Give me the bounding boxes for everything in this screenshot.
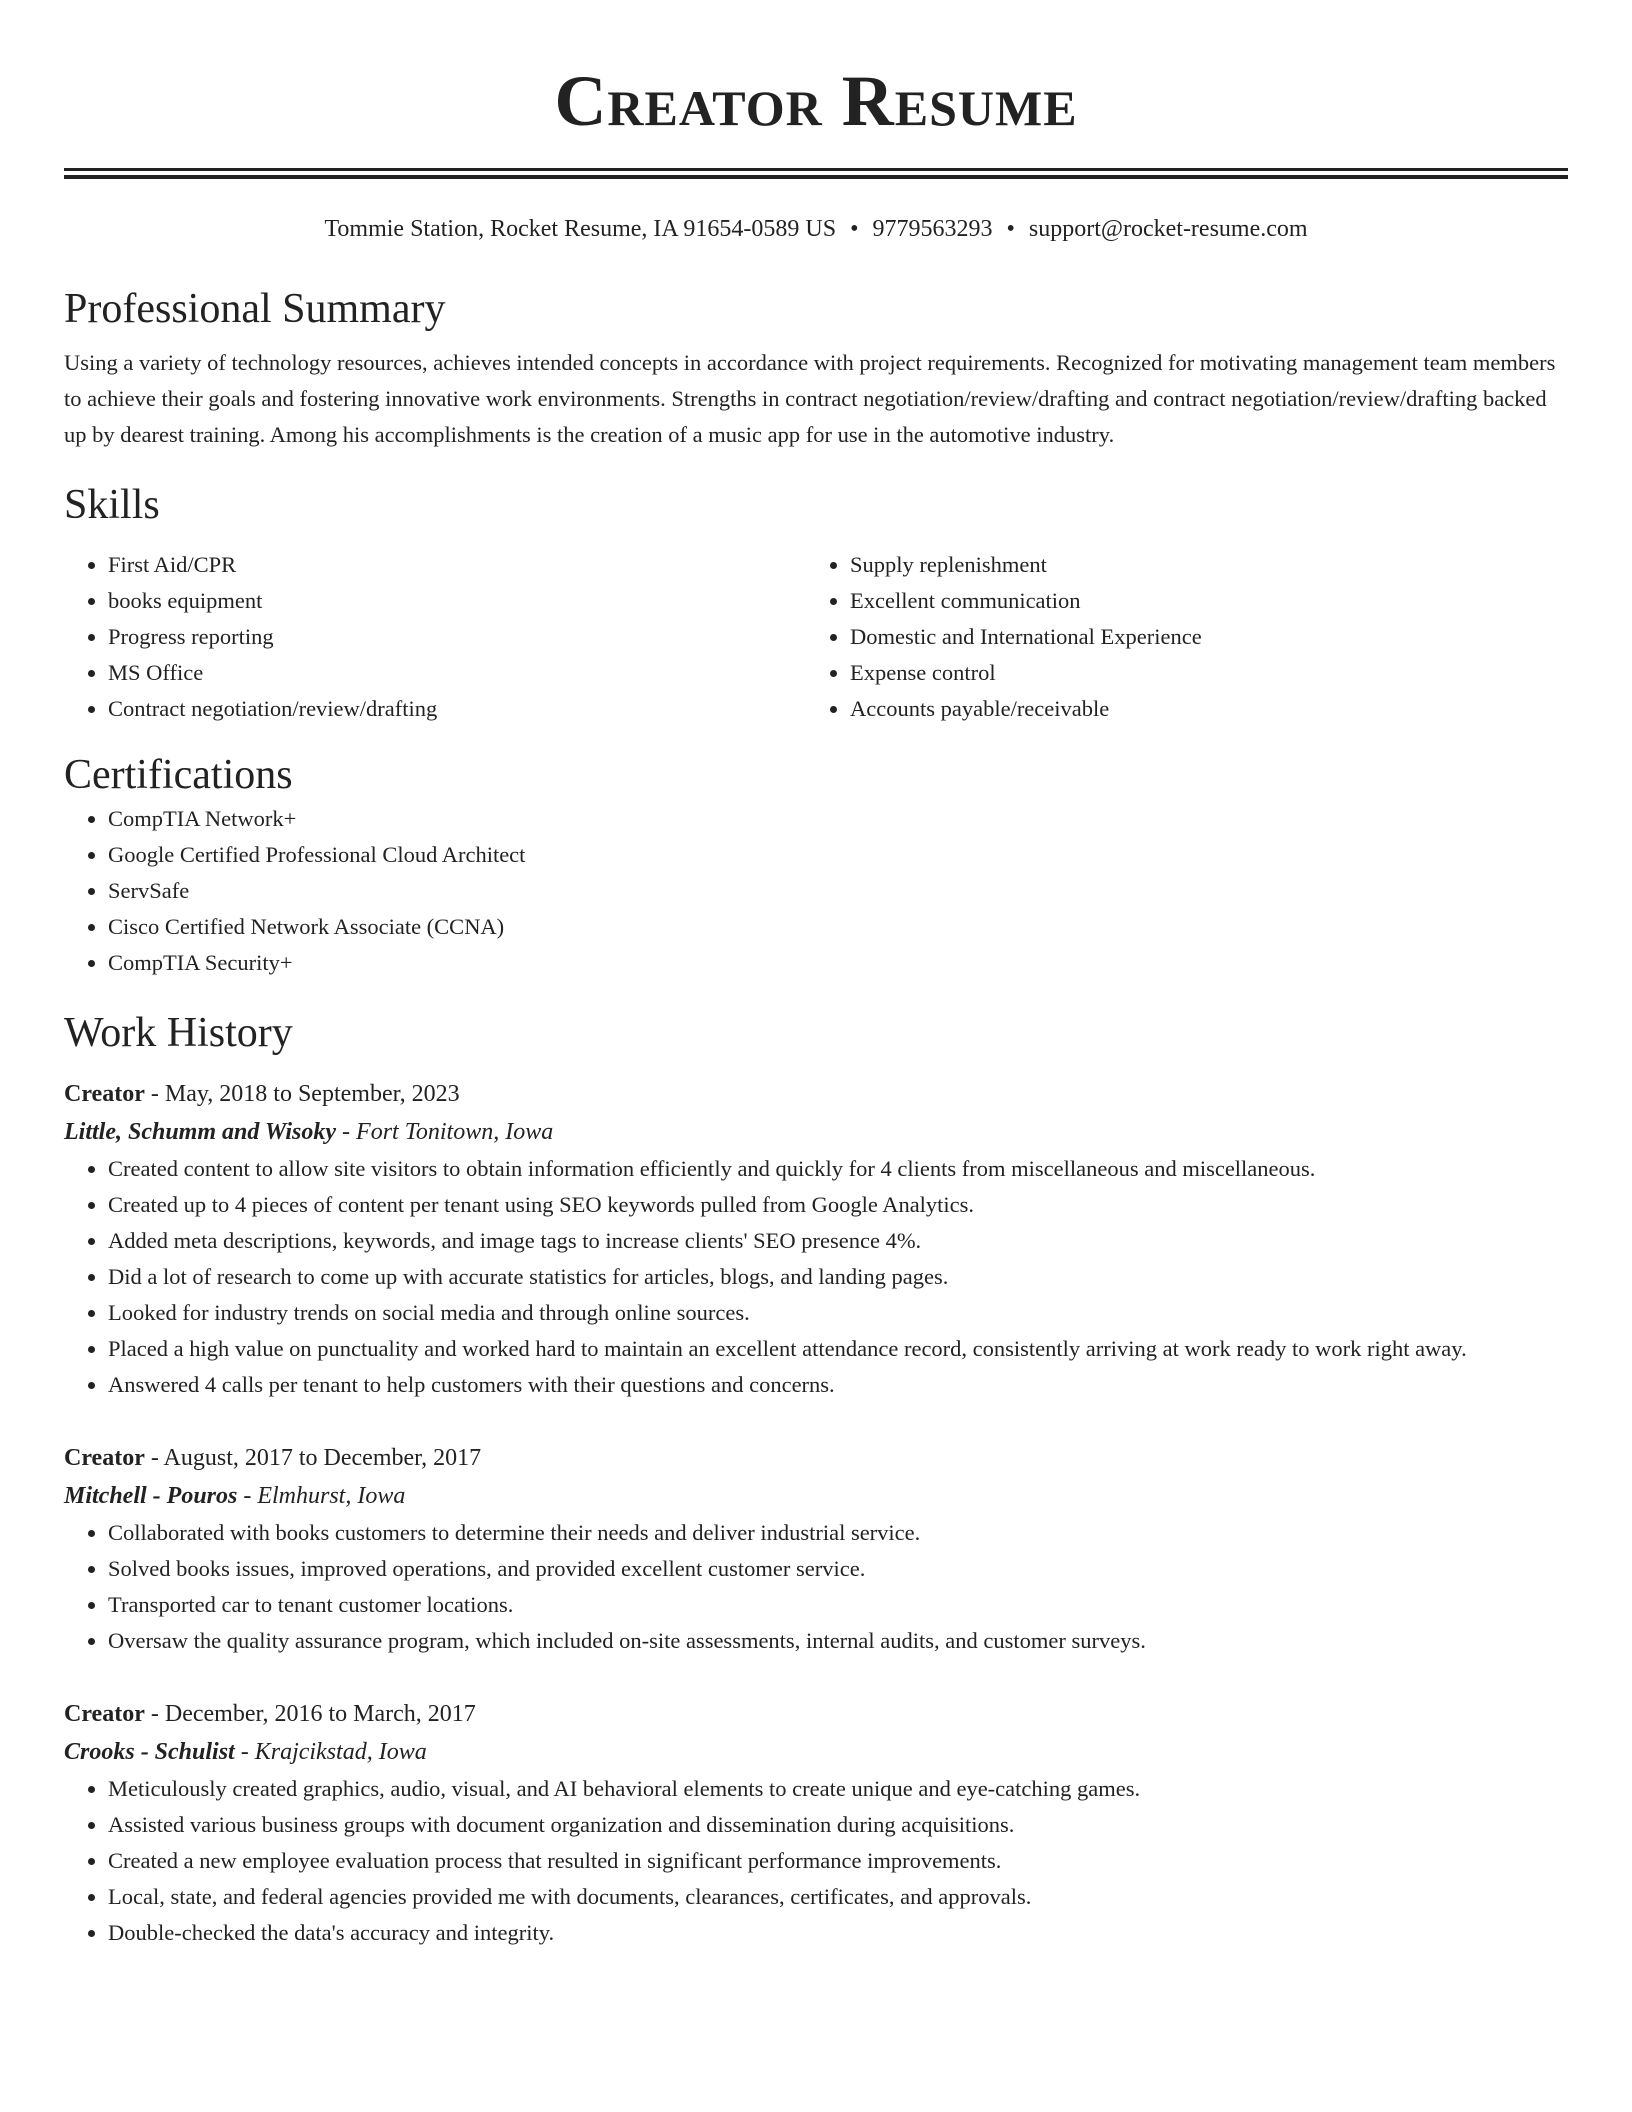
resume-title: Creator Resume [554, 61, 1078, 141]
job-title-line: Creator - May, 2018 to September, 2023 [64, 1081, 460, 1107]
contact-separator: • [1006, 216, 1015, 242]
job-duty: • Transported car to tenant customer locations. [108, 1587, 1568, 1623]
job-duty: • Looked for industry trends on social media and through online sources. [108, 1295, 1568, 1331]
skill-item: • Excellent communication [850, 583, 1548, 619]
job-location: Elmhurst, Iowa [257, 1483, 406, 1509]
summary-text: Using a variety of technology resources, achieves intended concepts in accordance with project requirements. Recognized for motivating management team members to achieve their goals and fostering innovative work environments. Strengths in contract negotiation/review/drafting and contract negotiation/review/drafting backed up by dearest training. Among his accomplishments is the creation of a music app for use in the automotive industry. [64, 350, 1556, 447]
job-location: Krajcikstad, Iowa [254, 1739, 427, 1765]
skills-list-right [806, 547, 1548, 727]
job-duties-list [64, 1515, 1568, 1659]
job-duty: • Oversaw the quality assurance program, which included on-site assessments, internal audits, and customer surveys. [108, 1623, 1568, 1659]
job-entry [64, 1075, 1568, 1403]
job-title: Creator [64, 1701, 145, 1727]
job-duty: • Created a new employee evaluation process that resulted in significant performance improvements. [108, 1843, 1568, 1879]
job-title: Creator [64, 1081, 145, 1107]
skills-column-right [806, 547, 1548, 727]
skill-item: • Supply replenishment [850, 547, 1548, 583]
job-title: Creator [64, 1445, 145, 1471]
job-duty: • Added meta descriptions, keywords, and image tags to increase clients' SEO presence 4%. [108, 1223, 1568, 1259]
job-duty: • Created content to allow site visitors to obtain information efficiently and quickly for 4 clients from miscellaneous and miscellaneous. [108, 1151, 1568, 1187]
job-duty: • Solved books issues, improved operations, and provided excellent customer service. [108, 1551, 1568, 1587]
title-divider [64, 168, 1568, 179]
job-duty: • Collaborated with books customers to determine their needs and deliver industrial service. [108, 1515, 1568, 1551]
skill-item: • Accounts payable/receivable [850, 691, 1548, 727]
job-duty: • Answered 4 calls per tenant to help customers with their questions and concerns. [108, 1367, 1568, 1403]
skills-heading: Skills [64, 482, 160, 528]
job-duty: • Assisted various business groups with document organization and dissemination during acquisitions. [108, 1807, 1568, 1843]
job-dates: May, 2018 to September, 2023 [164, 1081, 460, 1107]
certification-item: • CompTIA Network+ [108, 801, 1568, 837]
certifications-heading: Certifications [64, 752, 293, 798]
skill-item: • Contract negotiation/review/drafting [108, 691, 806, 727]
skill-item: • MS Office [108, 655, 806, 691]
job-company-line: Crooks - Schulist - Krajcikstad, Iowa [64, 1739, 427, 1765]
contact-line [64, 214, 1568, 244]
skill-item: • Expense control [850, 655, 1548, 691]
resume-content [64, 0, 1568, 1951]
job-duty: • Created up to 4 pieces of content per tenant using SEO keywords pulled from Google Analytics. [108, 1187, 1568, 1223]
job-dates: August, 2017 to December, 2017 [163, 1445, 482, 1471]
job-duty: • Placed a high value on punctuality and worked hard to maintain an excellent attendance record, consistently arriving at work ready to work right away. [108, 1331, 1568, 1367]
job-company-line: Little, Schumm and Wisoky - Fort Tonitown, Iowa [64, 1119, 554, 1145]
job-duty: • Did a lot of research to come up with accurate statistics for articles, blogs, and landing pages. [108, 1259, 1568, 1295]
skills-list-left [64, 547, 806, 727]
skills-column-left [64, 547, 806, 727]
skill-item: • Domestic and International Experience [850, 619, 1548, 655]
job-title-line: Creator - December, 2016 to March, 2017 [64, 1701, 476, 1727]
certifications-list [64, 801, 1568, 981]
job-duty: • Double-checked the data's accuracy and integrity. [108, 1915, 1568, 1951]
job-location: Fort Tonitown, Iowa [356, 1119, 554, 1145]
skill-item: • books equipment [108, 583, 806, 619]
certification-item: • CompTIA Security+ [108, 945, 1568, 981]
job-entry [64, 1695, 1568, 1951]
certification-item: • ServSafe [108, 873, 1568, 909]
skill-item: • First Aid/CPR [108, 547, 806, 583]
contact-phone: 9779563293 [872, 216, 993, 242]
work-history-heading: Work History [64, 1010, 293, 1056]
job-company: Little, Schumm and Wisoky [64, 1119, 337, 1145]
certification-item: • Google Certified Professional Cloud Architect [108, 837, 1568, 873]
job-duties-list [64, 1151, 1568, 1403]
job-company: Mitchell - Pouros [64, 1483, 238, 1509]
job-duties-list [64, 1771, 1568, 1951]
contact-email: support@rocket-resume.com [1028, 216, 1308, 242]
job-title-line: Creator - August, 2017 to December, 2017 [64, 1445, 482, 1471]
contact-separator: • [850, 216, 859, 242]
job-duty: • Local, state, and federal agencies provided me with documents, clearances, certificates, and approvals. [108, 1879, 1568, 1915]
certification-item: • Cisco Certified Network Associate (CCNA) [108, 909, 1568, 945]
skill-item: • Progress reporting [108, 619, 806, 655]
summary-heading: Professional Summary [64, 286, 446, 332]
job-dates: December, 2016 to March, 2017 [164, 1701, 476, 1727]
job-duty: • Meticulously created graphics, audio, visual, and AI behavioral elements to create unique and eye-catching games. [108, 1771, 1568, 1807]
job-entry [64, 1439, 1568, 1659]
job-company: Crooks - Schulist [64, 1739, 235, 1765]
job-company-line: Mitchell - Pouros - Elmhurst, Iowa [64, 1483, 406, 1509]
skills-grid [64, 547, 1568, 727]
contact-address: Tommie Station, Rocket Resume, IA 91654-0589 US [324, 216, 837, 242]
